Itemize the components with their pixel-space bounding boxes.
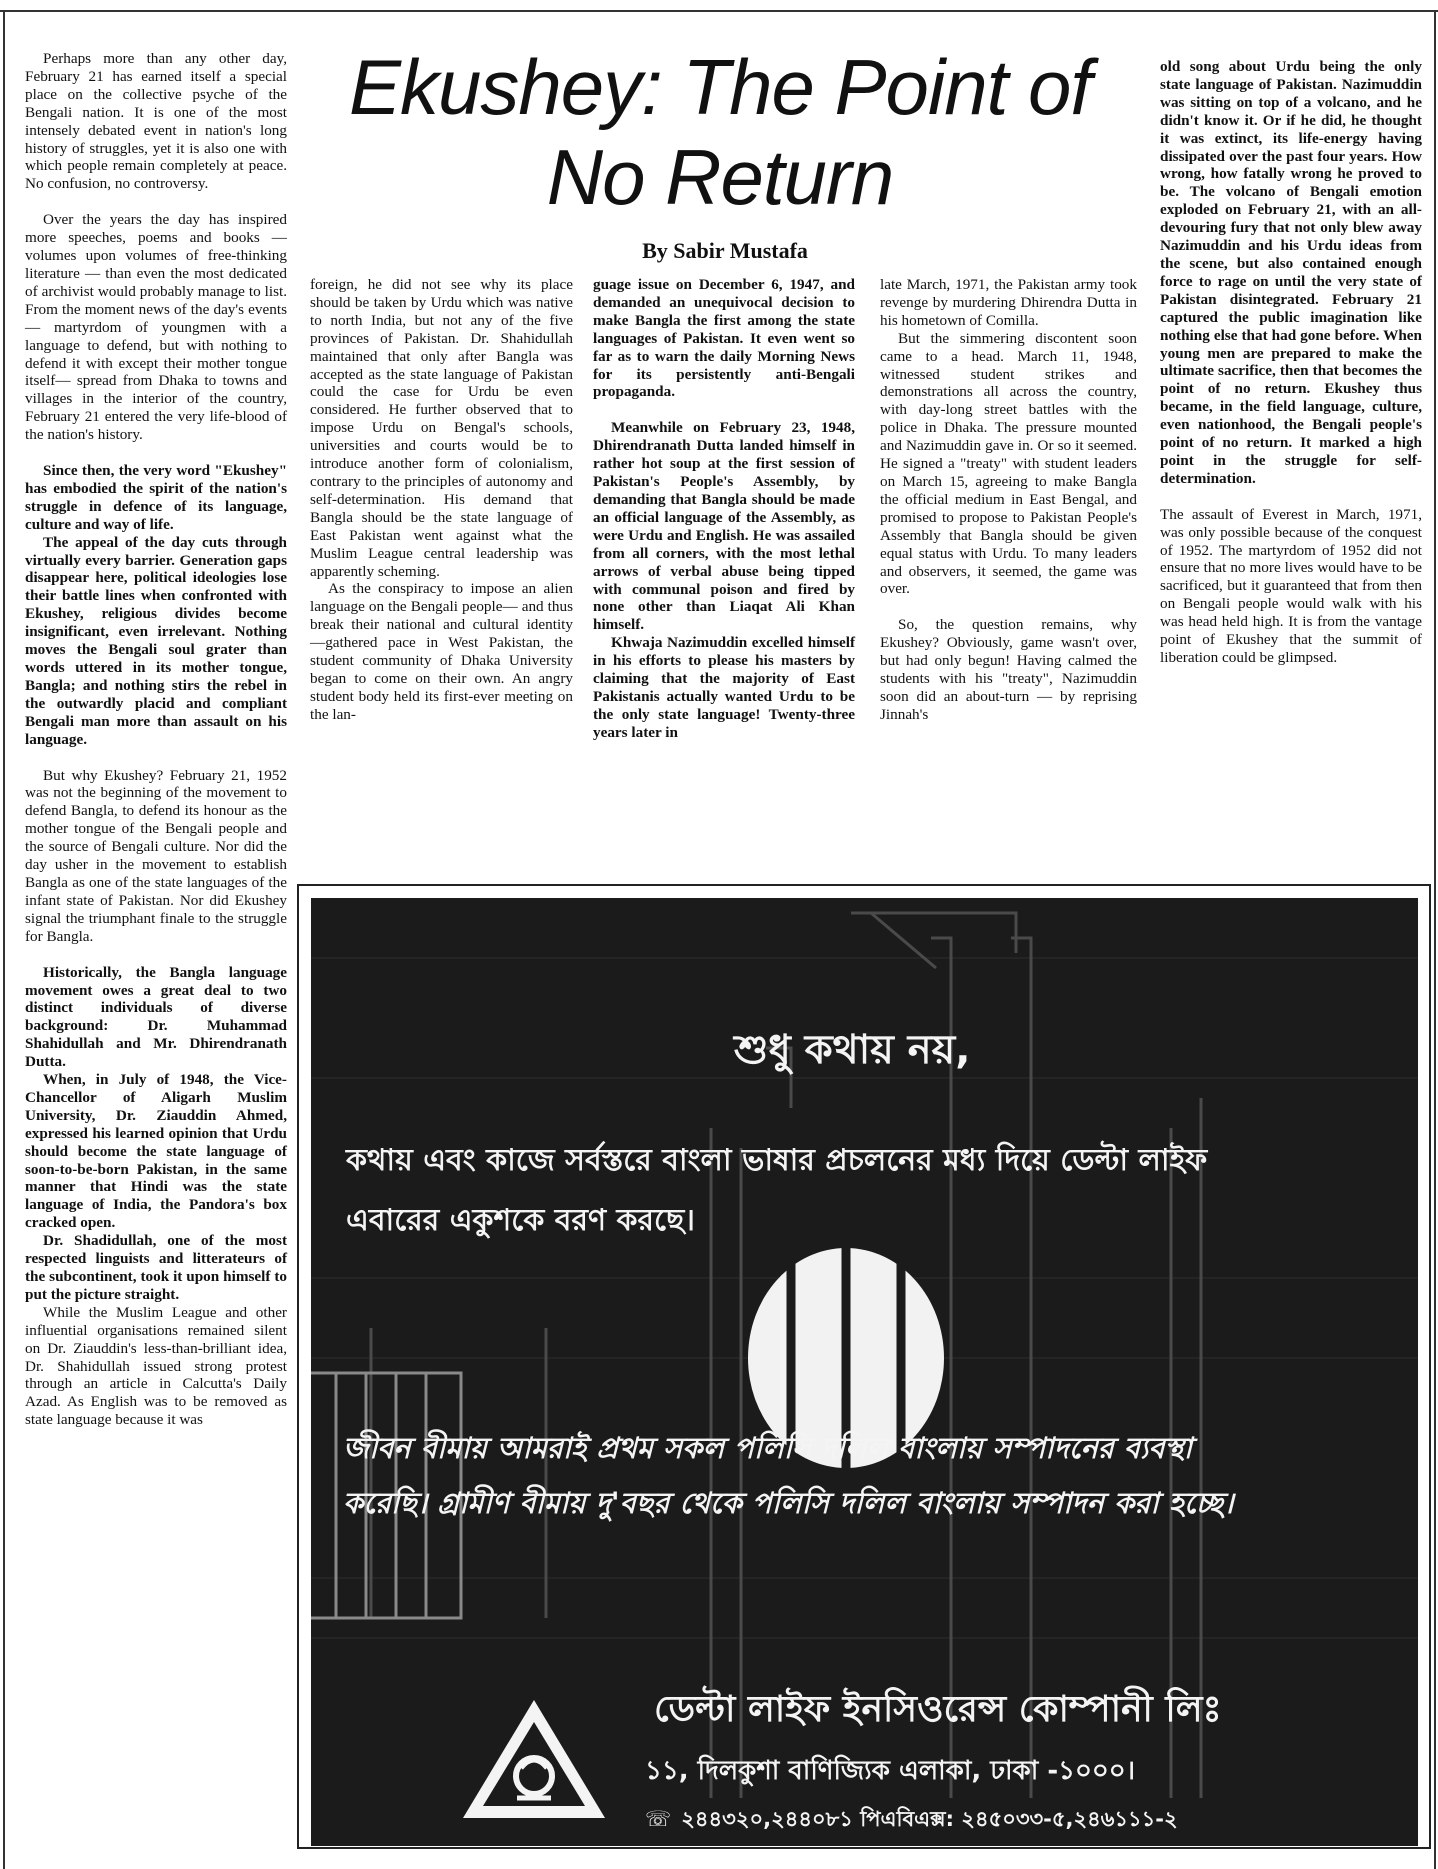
paragraph: Khwaja Nazimuddin excelled himself in his efforts to please his masters by claiming that the majority of East Pakistanis actually wanted Urdu to be the only state language! Twenty-three years later in bbox=[593, 634, 855, 741]
paragraph: guage issue on December 6, 1947, and demanded an unequivocal decision to make Bangla the first among the state languages of Pakistan. It even went so far as to warn the daily Morning News for its persistently anti-Bengali propaganda. bbox=[593, 276, 855, 401]
article-column-2 bbox=[310, 276, 573, 724]
delta-life-advertisement bbox=[311, 898, 1418, 1846]
paragraph: Historically, the Bangla language movement owes a great deal to two distinct individuals of diverse background: Dr. Muhammad Shahidullah and Mr. Dhirendranath Dutta. bbox=[25, 963, 287, 1071]
paragraph: Dr. Shadidullah, one of the most respected linguists and litterateurs of the subcontinent, took it upon himself to put the picture straight. bbox=[25, 1232, 287, 1303]
telephone-icon: ☏ bbox=[645, 1807, 672, 1831]
paragraph: But why Ekushey? February 21, 1952 was not the beginning of the movement to defend Bangla, to defend its honour as the mother tongue of the Bengali people and the source of Bengali culture. Nor did the day usher in the movement to establish Bangla as one of the state languages of the infant state of Pakistan. Nor did Ekushey signal the triumphant finale to the struggle for Bangla. bbox=[25, 766, 287, 945]
paragraph: old song about Urdu being the only state language of Pakistan. Nazimuddin was sitting on top of a volcano, and he didn't know it. Or if he did, he thought it was extinct, its life-energy having dissipated over the past four years. How wrong, how fatally wrong he proved to be. The volcano of Bengali emotion exploded on February 21, with an all-devouring fury that not only blew away Nazimuddin and his Urdu ideas from the scene, but also contained enough force to rage on until the very state of Pakistan disintegrated. February 21 captured the public imagination like nothing else that had gone before. When young men are prepared to make the ultimate sacrifice, then that becomes the point of no return. Ekushey thus became, in the field language, culture, even nationhood, the Bengali people's point of no return. It marked a high point in the struggle for self-determination. bbox=[1160, 58, 1422, 487]
top-rule bbox=[0, 10, 1438, 12]
paragraph: But the simmering discontent soon came to a head. March 11, 1948, witnessed student strikes and demonstrations all across the country, with day-long street battles with the police in Dhaka. The pressure mounted and Nazimuddin gave in. Or so it seemed. He signed a "treaty" with student leaders on March 15, agreeing to make Bangla the official medium in East Bengal, and promised to propose to Pakistan People's Assembly that Bangla should be given equal status with Urdu. To many leaders and observers, it seemed, the game was over. bbox=[880, 329, 1137, 598]
article-column-1 bbox=[25, 50, 287, 1429]
paragraph: While the Muslim League and other influential organisations remained silent on Dr. Ziauddin's less-than-brilliant idea, Dr. Shahidullah issued strong protest through an article in Calcutta's Daily Azad. As English was to be removed as state language because it was bbox=[25, 1303, 287, 1429]
article-column-3 bbox=[593, 276, 855, 742]
ad-message-line-1: কথায় এবং কাজে সর্বস্তরে বাংলা ভাষার প্রচলনের মধ্য দিয়ে ডেল্টা লাইফ bbox=[346, 1143, 1208, 1178]
paragraph: late March, 1971, the Pakistan army took revenge by murdering Dhirendra Dutta in his hometown of Comilla. bbox=[880, 276, 1137, 329]
paragraph: The appeal of the day cuts through virtually every barrier. Generation gaps disappear here, political ideologies lose their battle lines when confronted with Ekushey, religious divides become insignificant, even irrelevant. Nothing moves the Bengali soul grater than words uttered in its mother tongue, Bangla; and nothing stirs the rebel in the outwardly placid and compliant Bengali man more than assault on his language. bbox=[25, 533, 287, 748]
paragraph: The assault of Everest in March, 1971, was only possible because of the conquest of 1952. The martyrdom of 1952 did not ensure that no more lives would have to be sacrificed, but it guaranteed that from then on Bengali people would walk with his was head held high. It is from the vantage point of Ekushey that the summit of liberation could be glimpsed. bbox=[1160, 505, 1422, 666]
delta-life-logo-icon bbox=[459, 1694, 609, 1824]
ad-phone-numbers: ২৪৪৩২০,২৪৪০৮১ পিএবিএক্স: ২৪৫০৩৩-৫,২৪৬১১১-২ bbox=[681, 1807, 1178, 1831]
ad-message-line-2: এবারের একুশকে বরণ করছে। bbox=[346, 1203, 696, 1238]
ad-message-line-3: জীবন বীমায় আমরাই প্রথম সকল পলিসি দলিল বাংলায় সম্পাদনের ব্যবস্থা bbox=[343, 1431, 1193, 1465]
paragraph: Since then, the very word "Ekushey" has embodied the spirit of the nation's struggle in defence of its language, culture and way of life. bbox=[25, 462, 287, 533]
ad-company-name: ডেল্টা লাইফ ইনসিওরেন্স কোম্পানী লিঃ bbox=[654, 1689, 1222, 1730]
paragraph: Over the years the day has inspired more speeches, poems and books — volumes upon volumes of free-thinking literature — than even the most dedicated of archivist would probably manage to list. From the moment news of the day's events — martyrdom of youngmen with a language to defend, but with nothing to defend it with except their mother tongue itself— spread from Dhaka to towns and villages in the interior of the country, February 21 entered the very life-blood of the nation's history. bbox=[25, 211, 287, 444]
paragraph: Meanwhile on February 23, 1948, Dhirendranath Dutta landed himself in rather hot soup at the first session of Pakistan's People's Assembly, by demanding that Bangla should be made an official language of the Assembly, as were Urdu and English. He was assailed from all corners, with the most lethal arrows of verbal abuse being tipped with communal poison and fired by none other than Liaqat Ali Khan himself. bbox=[593, 419, 855, 634]
article-column-4 bbox=[880, 276, 1137, 724]
paragraph: When, in July of 1948, the Vice-Chancellor of Aligarh Muslim University, Dr. Ziauddin Ahmed, expressed his learned opinion that Urdu should become the state language of soon-to-be-born Pakistan, in the same manner that Hindi was the state language of India, the Pandora's box cracked open. bbox=[25, 1071, 287, 1232]
paragraph: Perhaps more than any other day, February 21 has earned itself a special place on the collective psyche of the Bengali nation. It is one of the most intensely debated event in nation's long history of struggles, yet it is also one with which people remain completely at peace. No confusion, no controversy. bbox=[25, 50, 287, 193]
ad-slogan: শুধু কথায় নয়, bbox=[734, 1027, 971, 1073]
article-byline: By Sabir Mustafa bbox=[642, 238, 808, 263]
ad-address: ১১, দিলকুশা বাণিজ্যিক এলাকা, ঢাকা -১০০০। bbox=[645, 1756, 1136, 1786]
left-border bbox=[3, 10, 5, 1869]
right-border bbox=[1434, 10, 1436, 1869]
article-column-5 bbox=[1160, 58, 1422, 667]
ad-phone-line bbox=[645, 1803, 1178, 1838]
article-headline: Ekushey: The Point of No Return bbox=[348, 43, 1092, 221]
ad-message-line-4: করেছি। গ্রামীণ বীমায় দু'বছর থেকে পলিসি দলিল বাংলায় সম্পাদন করা হচ্ছে। bbox=[343, 1486, 1234, 1520]
paragraph: foreign, he did not see why its place should be taken by Urdu which was native to north India, but not any of the five provinces of Pakistan. Dr. Shahidullah maintained that only after Bangla was accepted as the state language of Pakistan could the case for Urdu be even considered. He further observed that to impose Urdu on Bengal's schools, universities and courts would be to introduce another form of colonialism, contrary to the principles of autonomy and self-determination. His demand that Bangla should be the state language of East Pakistan went against what the Muslim League central leadership was apparently scheming. bbox=[310, 276, 573, 580]
paragraph: So, the question remains, why Ekushey? Obviously, game wasn't over, but had only begun! Having calmed the students with his "treaty", Nazimuddin soon did an about-turn — by reprising Jinnah's bbox=[880, 616, 1137, 723]
paragraph: As the conspiracy to impose an alien language on the Bengali people— and thus break their national and cultural identity —gathered pace in West Pakistan, the student community of Dhaka University began to come on their own. An angry student body held its first-ever meeting on the lan- bbox=[310, 580, 573, 723]
